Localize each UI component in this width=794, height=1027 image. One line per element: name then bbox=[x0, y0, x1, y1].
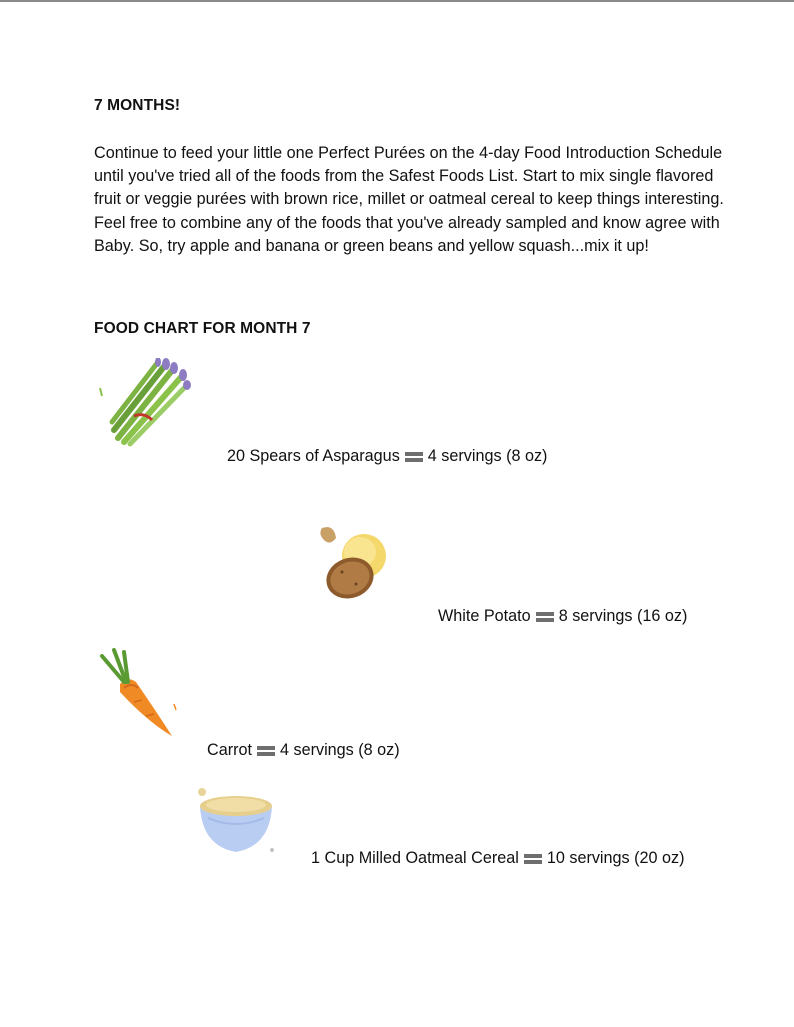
potato-icon bbox=[314, 522, 390, 604]
equals-icon bbox=[257, 745, 275, 756]
food-name: White Potato bbox=[438, 607, 531, 625]
food-item-asparagus bbox=[227, 447, 547, 466]
page-title: 7 MONTHS! bbox=[94, 97, 181, 114]
servings-amount: 10 servings (20 oz) bbox=[546, 849, 685, 867]
equals-icon bbox=[536, 611, 554, 622]
equals-icon bbox=[524, 853, 542, 864]
asparagus-icon bbox=[96, 358, 196, 450]
page-top-border bbox=[0, 0, 794, 2]
food-name: 1 Cup Milled Oatmeal Cereal bbox=[311, 849, 519, 867]
food-name: Carrot bbox=[207, 741, 252, 759]
food-item-oatmeal-cereal bbox=[311, 849, 685, 868]
food-item-carrot bbox=[207, 741, 400, 760]
intro-paragraph: Continue to feed your little one Perfect Purées on the 4-day Food Introduction Schedule until you've tried all of the foods from the Safest Foods List. Start to mix single flavored fruit or veggie purées with brown rice, millet or oatmeal cereal to keep things interesting. Feel free to combine any of the foods that you've already sampled and know agree with Baby. So, try apple and banana or green beans and yellow squash...mix it up! bbox=[94, 144, 724, 255]
oatmeal-bowl-icon bbox=[194, 784, 280, 858]
food-name: 20 Spears of Asparagus bbox=[227, 447, 400, 465]
servings-amount: 4 servings (8 oz) bbox=[279, 741, 400, 759]
servings-amount: 8 servings (16 oz) bbox=[558, 607, 688, 625]
equals-icon bbox=[405, 451, 423, 462]
carrot-icon bbox=[94, 648, 180, 740]
food-chart-heading: FOOD CHART FOR MONTH 7 bbox=[94, 320, 311, 337]
food-item-white-potato bbox=[438, 607, 687, 626]
servings-amount: 4 servings (8 oz) bbox=[427, 447, 548, 465]
